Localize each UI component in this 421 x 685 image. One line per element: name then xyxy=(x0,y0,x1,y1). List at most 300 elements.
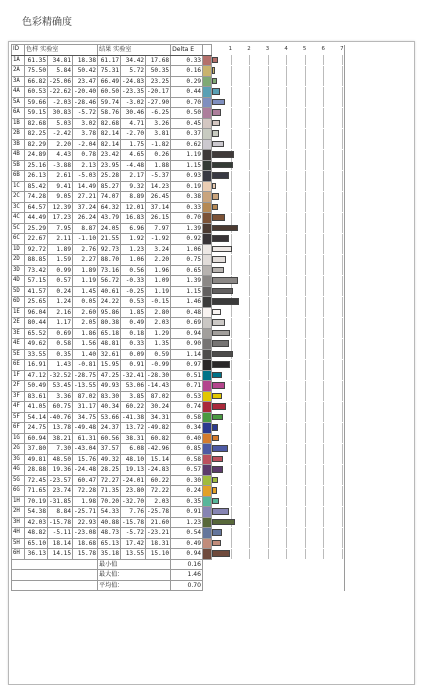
result-lab-value: 6.08 xyxy=(121,444,146,455)
color-swatch xyxy=(203,276,212,287)
delta-e-bar xyxy=(212,183,216,190)
row-id: 1F xyxy=(12,370,25,381)
result-lab-value: -41.38 xyxy=(122,413,145,421)
delta-e-bar-cell xyxy=(212,507,345,518)
row-id: 5H xyxy=(12,538,25,549)
row-id: 6H xyxy=(12,549,25,560)
sample-lab-value: 26.24 xyxy=(73,213,98,224)
scale-gridline xyxy=(249,402,250,412)
scale-gridline xyxy=(268,297,269,307)
scale-gridline xyxy=(268,549,269,559)
color-swatch xyxy=(203,87,212,98)
result-lab-value: -24.01 xyxy=(122,476,145,484)
scale-gridline xyxy=(249,118,250,128)
delta-e-bar xyxy=(212,162,233,169)
scale-gridline xyxy=(231,55,232,65)
result-lab-value: 1.09 xyxy=(146,276,171,287)
header-result: 结果 实验室 xyxy=(98,45,171,56)
result-lab-value: -15.78 xyxy=(122,518,145,526)
table-row xyxy=(12,360,345,371)
table-row xyxy=(12,160,345,171)
delta-e-bar-cell xyxy=(212,244,345,255)
sample-lab-value: 2.11 xyxy=(48,234,73,245)
scale-gridline xyxy=(231,76,232,86)
delta-e-bar xyxy=(212,88,220,95)
scale-gridline xyxy=(342,129,343,139)
scale-gridline xyxy=(249,286,250,296)
delta-e-bar xyxy=(212,319,225,326)
delta-e-bar xyxy=(212,498,219,505)
delta-e-bar xyxy=(212,540,221,547)
sample-lab-value: 34.75 xyxy=(73,412,98,423)
scale-tick-label: 2 xyxy=(247,45,251,52)
table-row xyxy=(12,433,345,444)
scale-gridline xyxy=(305,307,306,317)
row-id: 4G xyxy=(12,465,25,476)
scale-gridline xyxy=(342,171,343,181)
sample-lab-value: 1.45 xyxy=(73,286,98,297)
row-id: 2A xyxy=(12,66,25,77)
scale-gridline xyxy=(342,139,343,149)
sample-lab-value: 80.44 xyxy=(25,318,48,329)
scale-gridline xyxy=(323,97,324,107)
delta-e-value: 0.65 xyxy=(171,265,203,276)
scale-gridline xyxy=(305,538,306,548)
result-lab-value: 73.16 xyxy=(98,265,121,276)
scale-gridline xyxy=(342,276,343,286)
row-id: 6B xyxy=(12,171,25,182)
delta-e-value: 0.48 xyxy=(171,307,203,318)
scale-gridline xyxy=(323,255,324,265)
delta-e-value: 0.58 xyxy=(171,454,203,465)
scale-gridline xyxy=(342,150,343,160)
sample-lab-value: 54.14 xyxy=(25,412,48,423)
scale-tick-label: 1 xyxy=(228,45,233,52)
scale-gridline xyxy=(323,412,324,422)
scale-gridline xyxy=(231,213,232,223)
sample-lab-value: 41.05 xyxy=(25,402,48,413)
scale-gridline xyxy=(305,97,306,107)
sample-lab-value: 82.68 xyxy=(25,118,48,129)
result-lab-value: -3.02 xyxy=(121,97,146,108)
result-lab-value: 23.25 xyxy=(146,76,171,87)
delta-e-bar xyxy=(212,99,225,106)
row-id: 6G xyxy=(12,486,25,497)
color-swatch xyxy=(203,192,212,203)
color-swatch xyxy=(203,66,212,77)
scale-gridline xyxy=(323,307,324,317)
delta-e-bar-cell xyxy=(212,97,345,108)
scale-gridline xyxy=(305,370,306,380)
row-id: 4C xyxy=(12,213,25,224)
scale-gridline xyxy=(231,255,232,265)
sample-lab-value: 2.61 xyxy=(48,171,73,182)
table-row xyxy=(12,55,345,66)
scale-gridline xyxy=(249,538,250,548)
result-lab-value: 1.19 xyxy=(146,286,171,297)
sample-lab-value: 27.21 xyxy=(73,192,98,203)
scale-gridline xyxy=(231,139,232,149)
row-id: 3E xyxy=(12,328,25,339)
scale-gridline xyxy=(268,255,269,265)
scale-gridline xyxy=(286,276,287,286)
sample-lab-value: -5.03 xyxy=(73,171,98,182)
scale-gridline xyxy=(323,160,324,170)
scale-gridline xyxy=(268,454,269,464)
result-lab-value: 2.80 xyxy=(146,307,171,318)
scale-gridline xyxy=(268,108,269,118)
scale-gridline xyxy=(286,213,287,223)
color-swatch xyxy=(203,139,212,150)
sample-lab-value: 22.93 xyxy=(73,517,98,528)
color-swatch xyxy=(203,255,212,266)
scale-gridline xyxy=(323,118,324,128)
result-lab-value: -6.25 xyxy=(146,108,171,119)
scale-gridline xyxy=(231,234,232,244)
scale-gridline xyxy=(286,412,287,422)
result-lab-value: -23.35 xyxy=(122,88,145,95)
scale-gridline xyxy=(231,454,232,464)
result-lab-value: -14.43 xyxy=(147,382,170,389)
scale-gridline xyxy=(231,339,232,349)
color-swatch xyxy=(203,528,212,539)
table-row xyxy=(12,192,345,203)
result-lab-value: 3.24 xyxy=(146,244,171,255)
scale-gridline xyxy=(305,87,306,97)
summary-spacer xyxy=(12,580,98,591)
delta-e-value: 0.71 xyxy=(171,381,203,392)
result-lab-value: -4.48 xyxy=(121,160,146,171)
row-id: 5C xyxy=(12,223,25,234)
scale-gridline xyxy=(268,97,269,107)
scale-gridline xyxy=(342,97,343,107)
delta-e-value: 0.33 xyxy=(171,202,203,213)
scale-gridline xyxy=(268,265,269,275)
table-row xyxy=(12,444,345,455)
scale-gridline xyxy=(231,475,232,485)
result-lab-value: 60.22 xyxy=(121,402,146,413)
table-row xyxy=(12,549,345,560)
delta-e-bar xyxy=(212,403,226,410)
result-lab-value: 2.03 xyxy=(146,496,171,507)
scale-gridline xyxy=(286,402,287,412)
sample-lab-value: 38.21 xyxy=(48,433,73,444)
color-swatch xyxy=(203,265,212,276)
scale-gridline xyxy=(286,97,287,107)
scale-gridline xyxy=(323,286,324,296)
scale-gridline xyxy=(249,181,250,191)
delta-e-value: 0.74 xyxy=(171,402,203,413)
scale-gridline xyxy=(342,87,343,97)
delta-e-bar-cell xyxy=(212,412,345,423)
table-row xyxy=(12,171,345,182)
result-lab-value: 24.22 xyxy=(98,297,121,308)
scale-gridline xyxy=(249,391,250,401)
scale-gridline xyxy=(286,496,287,506)
scale-gridline xyxy=(249,213,250,223)
delta-e-bar-cell xyxy=(212,223,345,234)
scale-gridline xyxy=(323,349,324,359)
table-row xyxy=(12,286,345,297)
scale-gridline xyxy=(342,528,343,538)
result-lab-value: 35.18 xyxy=(98,549,121,560)
sample-lab-value: 9.05 xyxy=(48,192,73,203)
scale-gridline xyxy=(268,276,269,286)
row-id: 4A xyxy=(12,87,25,98)
delta-e-bar-cell xyxy=(212,328,345,339)
result-lab-value: 66.49 xyxy=(98,76,121,87)
scale-gridline xyxy=(286,444,287,454)
scale-gridline xyxy=(231,360,232,370)
scale-gridline xyxy=(342,297,343,307)
sample-lab-value: 41.57 xyxy=(25,286,48,297)
sample-lab-value: 64.57 xyxy=(25,202,48,213)
sample-lab-value: -15.78 xyxy=(49,518,72,526)
summary-blank xyxy=(203,559,345,570)
result-lab-value: 0.18 xyxy=(121,328,146,339)
scale-gridline xyxy=(231,108,232,118)
color-swatch xyxy=(203,118,212,129)
page-title: 色彩精确度 xyxy=(22,17,72,28)
summary-value: 0.16 xyxy=(171,559,203,570)
scale-gridline xyxy=(342,339,343,349)
row-id: 2B xyxy=(12,129,25,140)
color-swatch xyxy=(203,465,212,476)
delta-e-bar xyxy=(212,172,229,179)
result-lab-value: 12.01 xyxy=(121,202,146,213)
scale-gridline xyxy=(249,297,250,307)
delta-e-bar-cell xyxy=(212,87,345,98)
result-lab-value: 5.72 xyxy=(121,66,146,77)
scale-gridline xyxy=(249,129,250,139)
sample-lab-value: 75.50 xyxy=(25,66,48,77)
scale-gridline xyxy=(342,517,343,527)
summary-blank xyxy=(203,580,345,591)
scale-gridline xyxy=(231,412,232,422)
delta-e-bar-cell xyxy=(212,454,345,465)
color-swatch xyxy=(203,318,212,329)
scale-gridline xyxy=(268,433,269,443)
scale-gridline xyxy=(231,496,232,506)
row-id: 5A xyxy=(12,97,25,108)
scale-gridline xyxy=(249,381,250,391)
scale-gridline xyxy=(323,234,324,244)
delta-e-bar xyxy=(212,330,229,337)
scale-gridline xyxy=(249,192,250,202)
sample-lab-value: 65.10 xyxy=(25,538,48,549)
color-swatch xyxy=(203,517,212,528)
delta-e-value: 0.94 xyxy=(171,549,203,560)
result-lab-value: 64.32 xyxy=(98,202,121,213)
sample-lab-value: 5.03 xyxy=(48,118,73,129)
scale-gridline xyxy=(286,118,287,128)
row-id: 5B xyxy=(12,160,25,171)
scale-gridline xyxy=(286,549,287,559)
scale-gridline xyxy=(286,87,287,97)
result-lab-value: 60.56 xyxy=(98,433,121,444)
result-lab-value: 58.76 xyxy=(98,108,121,119)
delta-e-bar-cell xyxy=(212,160,345,171)
scale-gridline xyxy=(342,160,343,170)
scale-gridline xyxy=(268,171,269,181)
scale-gridline xyxy=(305,108,306,118)
scale-gridline xyxy=(286,349,287,359)
scale-gridline xyxy=(323,402,324,412)
delta-e-bar xyxy=(212,550,229,557)
result-lab-value: 48.81 xyxy=(98,339,121,350)
color-swatch xyxy=(203,97,212,108)
delta-e-bar xyxy=(212,67,215,74)
scale-gridline xyxy=(268,66,269,76)
scale-gridline xyxy=(305,129,306,139)
table-row xyxy=(12,244,345,255)
result-lab-value: 9.32 xyxy=(121,181,146,192)
summary-spacer xyxy=(12,570,98,581)
delta-e-bar xyxy=(212,456,223,463)
table-row xyxy=(12,223,345,234)
scale-gridline xyxy=(342,412,343,422)
scale-gridline xyxy=(286,297,287,307)
sample-lab-value: 28.88 xyxy=(25,465,48,476)
result-lab-value: 1.23 xyxy=(121,244,146,255)
delta-e-value: 0.93 xyxy=(171,171,203,182)
scale-gridline xyxy=(249,139,250,149)
delta-e-value: 0.35 xyxy=(171,496,203,507)
sample-lab-value: -2.42 xyxy=(48,129,73,140)
result-lab-value: 48.73 xyxy=(98,528,121,539)
delta-e-value: 0.75 xyxy=(171,255,203,266)
result-lab-value: 1.29 xyxy=(146,328,171,339)
sample-lab-value: 7.30 xyxy=(48,444,73,455)
sample-lab-value: 61.35 xyxy=(25,55,48,66)
result-lab-value: -27.90 xyxy=(147,98,170,106)
result-lab-value: 16.83 xyxy=(121,213,146,224)
color-swatch xyxy=(203,234,212,245)
sample-lab-value: 83.61 xyxy=(25,391,48,402)
sample-lab-value: 2.76 xyxy=(73,244,98,255)
scale-gridline xyxy=(305,507,306,517)
row-id: 5D xyxy=(12,286,25,297)
color-swatch xyxy=(203,444,212,455)
delta-e-bar-cell xyxy=(212,423,345,434)
color-swatch xyxy=(203,486,212,497)
row-id: 2F xyxy=(12,381,25,392)
delta-e-bar xyxy=(212,141,224,148)
scale-gridline xyxy=(342,465,343,475)
row-id: 2E xyxy=(12,318,25,329)
sample-lab-value: -3.88 xyxy=(48,160,73,171)
sample-lab-value: 15.78 xyxy=(73,549,98,560)
delta-e-bar-cell xyxy=(212,349,345,360)
table-row xyxy=(12,370,345,381)
scale-gridline xyxy=(305,286,306,296)
scale-gridline xyxy=(268,318,269,328)
delta-e-value: 0.70 xyxy=(171,97,203,108)
header-swatch xyxy=(203,45,212,56)
sample-lab-value: 34.81 xyxy=(48,55,73,66)
scale-gridline xyxy=(249,496,250,506)
sample-lab-value: 5.84 xyxy=(48,66,73,77)
sample-lab-value: 0.78 xyxy=(73,150,98,161)
scale-gridline xyxy=(286,381,287,391)
scale-gridline xyxy=(342,538,343,548)
row-id: 1A xyxy=(12,55,25,66)
delta-e-bar-cell xyxy=(212,139,345,150)
scale-gridline xyxy=(286,192,287,202)
result-lab-value: 70.20 xyxy=(98,496,121,507)
sample-lab-value: 1.56 xyxy=(73,339,98,350)
result-lab-value: -49.82 xyxy=(147,424,170,431)
scale-gridline xyxy=(305,160,306,170)
delta-e-value: 0.33 xyxy=(171,55,203,66)
delta-e-value: 0.53 xyxy=(171,391,203,402)
scale-gridline xyxy=(286,108,287,118)
scale-gridline xyxy=(286,66,287,76)
sample-lab-value: -20.40 xyxy=(74,88,97,95)
sample-lab-value: 37.24 xyxy=(73,202,98,213)
row-id: 2G xyxy=(12,444,25,455)
scale-gridline xyxy=(249,360,250,370)
result-lab-value: 92.73 xyxy=(98,244,121,255)
table-row xyxy=(12,528,345,539)
scale-gridline xyxy=(323,108,324,118)
scale-gridline xyxy=(305,381,306,391)
scale-gridline xyxy=(323,328,324,338)
sample-lab-value: 0.58 xyxy=(48,339,73,350)
delta-e-bar-cell xyxy=(212,381,345,392)
sample-lab-value: 88.85 xyxy=(25,255,48,266)
result-lab-value: 0.49 xyxy=(121,318,146,329)
sample-lab-value: 48.82 xyxy=(25,528,48,539)
result-lab-value: 0.26 xyxy=(146,150,171,161)
result-lab-value: 2.17 xyxy=(121,171,146,182)
result-lab-value: 1.92 xyxy=(121,234,146,245)
result-lab-value: 74.07 xyxy=(98,192,121,203)
delta-e-bar-cell xyxy=(212,286,345,297)
color-swatch xyxy=(203,433,212,444)
scale-gridline xyxy=(249,465,250,475)
row-id: 6C xyxy=(12,234,25,245)
delta-e-value: 0.54 xyxy=(171,528,203,539)
delta-e-bar-cell xyxy=(212,339,345,350)
scale-gridline xyxy=(342,118,343,128)
scale-gridline xyxy=(249,202,250,212)
sample-lab-value: -0.81 xyxy=(73,360,98,371)
sample-lab-value: 2.16 xyxy=(48,307,73,318)
scale-gridline xyxy=(323,265,324,275)
row-id: 2D xyxy=(12,255,25,266)
scale-gridline xyxy=(305,339,306,349)
delta-e-bar-cell xyxy=(212,391,345,402)
result-lab-value: 4.71 xyxy=(121,118,146,129)
table-row xyxy=(12,265,345,276)
sample-lab-value: 31.17 xyxy=(73,402,98,413)
scale-tick-label: 5 xyxy=(302,45,307,52)
delta-e-bar xyxy=(212,435,219,442)
sample-lab-value: 0.57 xyxy=(48,276,73,287)
sample-lab-value: 4.43 xyxy=(48,150,73,161)
scale-gridline xyxy=(323,528,324,538)
result-lab-value: 82.14 xyxy=(98,139,121,150)
delta-e-bar-cell xyxy=(212,255,345,266)
sample-lab-value: 1.86 xyxy=(73,328,98,339)
scale-gridline xyxy=(231,66,232,76)
sample-lab-value: 49.62 xyxy=(25,339,48,350)
delta-e-value: 0.57 xyxy=(171,465,203,476)
delta-e-bar-cell xyxy=(212,202,345,213)
sample-lab-value: 48.50 xyxy=(48,454,73,465)
table-row xyxy=(12,118,345,129)
